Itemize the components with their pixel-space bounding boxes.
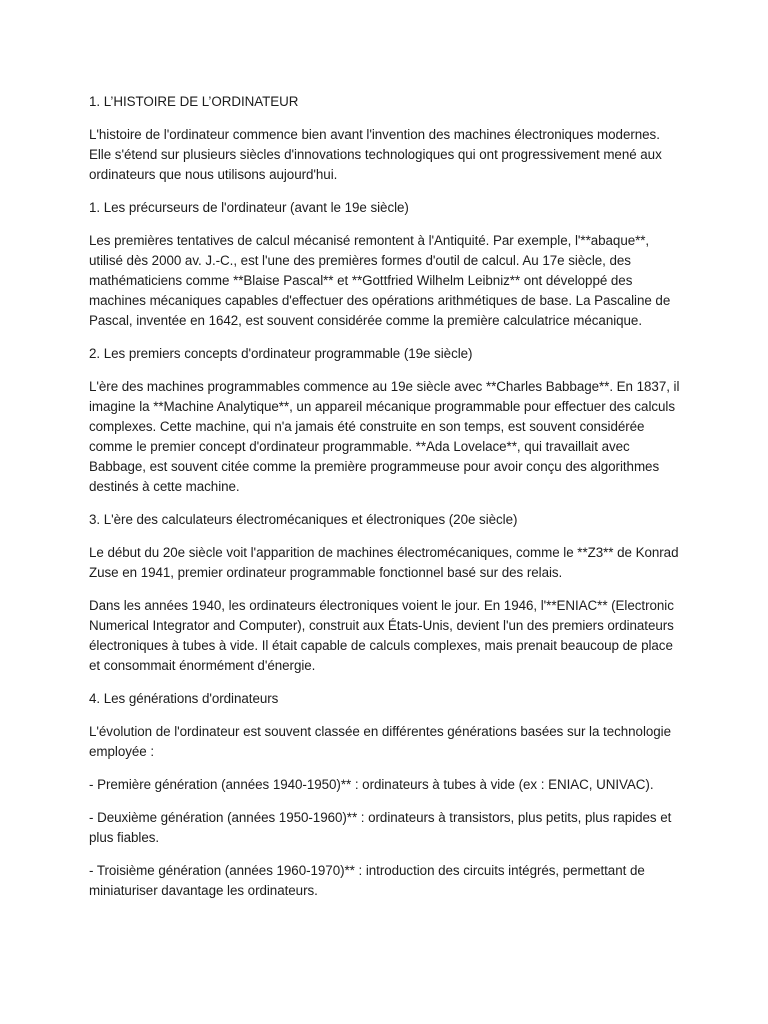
document-title: 1. L’HISTOIRE DE L’ORDINATEUR: [89, 94, 299, 109]
generation-item-second: - Deuxième génération (années 1950-1960)** : ordinateurs à transistors, plus petits, plus rapides et plus fiables.: [89, 810, 672, 845]
generations-intro-paragraph: L'évolution de l'ordinateur est souvent classée en différentes générations basées sur la technologie employée :: [89, 724, 671, 759]
precursors-paragraph: Les premières tentatives de calcul mécanisé remontent à l'Antiquité. Par exemple, l'**abaque**, utilisé dès 2000 av. J.-C., est l'une des premières formes d'outil de calcul. Au 17e siècle, des mathématiciens comme **Blaise Pascal** et **Gottfried Wilhelm Leibniz** ont développé des machines mécaniques capables d'effectuer des opérations arithmétiques de base. La Pascaline de Pascal, inventée en 1642, est souvent considérée comme la première calculatrice mécanique.: [89, 233, 671, 328]
electromechanical-paragraph: Le début du 20e siècle voit l'apparition de machines électromécaniques, comme le **Z3** de Konrad Zuse en 1941, premier ordinateur programmable fonctionnel basé sur des relais.: [89, 545, 679, 580]
document-body: [89, 92, 681, 914]
generation-item-first: - Première génération (années 1940-1950)** : ordinateurs à tubes à vide (ex : ENIAC, UNIVAC).: [89, 777, 654, 792]
section-heading-precursors: 1. Les précurseurs de l'ordinateur (avant le 19e siècle): [89, 200, 409, 215]
section-heading-generations: 4. Les générations d'ordinateurs: [89, 691, 279, 706]
section-heading-programmable: 2. Les premiers concepts d'ordinateur programmable (19e siècle): [89, 346, 473, 361]
programmable-paragraph: L'ère des machines programmables commence au 19e siècle avec **Charles Babbage**. En 1837, il imagine la **Machine Analytique**, un appareil mécanique programmable pour effectuer des calculs complexes. Cette machine, qui n'a jamais été construite en son temps, est souvent considérée comme le premier concept d'ordinateur programmable. **Ada Lovelace**, qui travaillait avec Babbage, est souvent citée comme la première programmeuse pour avoir conçu des algorithmes destinés à cette machine.: [89, 379, 680, 494]
section-heading-electromechanical: 3. L'ère des calculateurs électromécaniques et électroniques (20e siècle): [89, 512, 518, 527]
electronic-paragraph: Dans les années 1940, les ordinateurs électroniques voient le jour. En 1946, l'**ENIAC** (Electronic Numerical Integrator and Computer), construit aux États-Unis, devient l'un des premiers ordinateurs électroniques à tubes à vide. Il était capable de calculs complexes, mais prenait beaucoup de place et consommait énormément d'énergie.: [89, 598, 674, 673]
generation-item-third: - Troisième génération (années 1960-1970)** : introduction des circuits intégrés, permettant de miniaturiser davantage les ordinateurs.: [89, 863, 645, 898]
intro-paragraph: L'histoire de l'ordinateur commence bien avant l'invention des machines électroniques modernes. Elle s'étend sur plusieurs siècles d'innovations technologiques qui ont progressivement mené aux ordinateurs que nous utilisons aujourd'hui.: [89, 127, 662, 182]
